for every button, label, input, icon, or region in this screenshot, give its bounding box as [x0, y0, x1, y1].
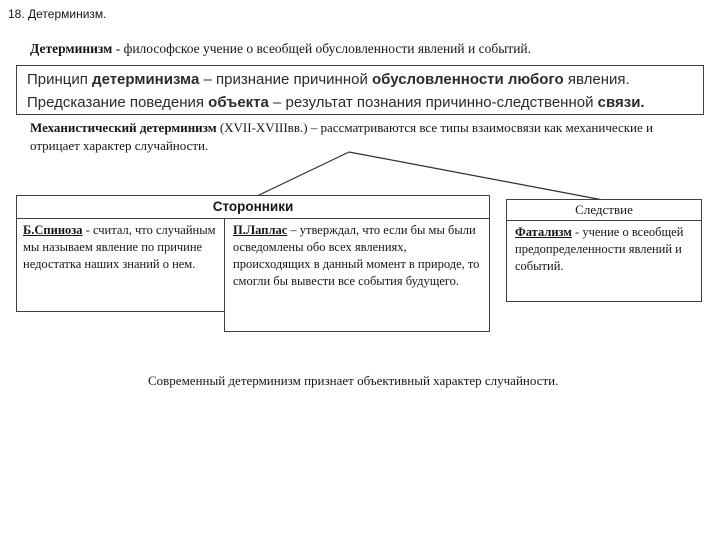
mechanistic-determinism-paragraph	[30, 119, 666, 154]
principle-line1-part: Принцип	[27, 71, 93, 88]
fatalism-text: - учение о всеобщей предопределенности явлений и событий.	[515, 225, 684, 273]
principle-line1-part: детерминизма	[92, 71, 200, 88]
laplace-text: – утверждал, что если бы мы были осведомлены обо всех явлениях, происходящих в данный момент в природе, то смогли бы вывести все события будущего.	[233, 223, 480, 288]
spinoza-name: Б.Спиноза	[23, 223, 83, 237]
spinoza-box	[16, 218, 225, 312]
principle-line1-part: явления.	[563, 71, 630, 88]
mechanistic-term: Механистический детерминизм	[30, 120, 217, 135]
slide-number-title: 18. Детерминизм.	[8, 7, 107, 21]
principle-line2-part: объекта	[208, 94, 269, 111]
modern-determinism-footer: Современный детерминизм признает объективный характер случайности.	[148, 373, 559, 388]
principle-line2-part: связи.	[597, 94, 645, 111]
spinoza-text: - считал, что случайным мы называем явление по причине недостатка наших знаний о нем.	[23, 223, 216, 271]
laplace-name: П.Лаплас	[233, 223, 288, 237]
definition-term: Детерминизм	[30, 41, 113, 56]
definition-rest: - философское учение о всеобщей обусловленности явлений и событий.	[112, 41, 532, 56]
fatalism-box	[506, 220, 702, 302]
supporters-header: Сторонники	[16, 195, 490, 219]
laplace-box	[224, 218, 490, 332]
principle-line-1	[27, 68, 697, 91]
principle-line-2	[27, 91, 697, 114]
fatalism-name: Фатализм	[515, 225, 572, 239]
consequence-header: Следствие	[506, 199, 702, 221]
principle-box	[16, 65, 704, 115]
principle-line2-part: – результат познания причинно-следственной	[268, 94, 598, 111]
principle-line2-part: Предсказание поведения	[27, 94, 209, 111]
principle-line1-part: обусловленности любого	[372, 71, 564, 88]
mechanistic-rest: (XVII-XVIIIвв.) – рассматриваются все типы взаимосвязи как механические и отрицает характер случайности.	[30, 120, 653, 153]
determinism-definition	[30, 41, 531, 57]
principle-line1-part: – признание причинной	[199, 71, 372, 88]
